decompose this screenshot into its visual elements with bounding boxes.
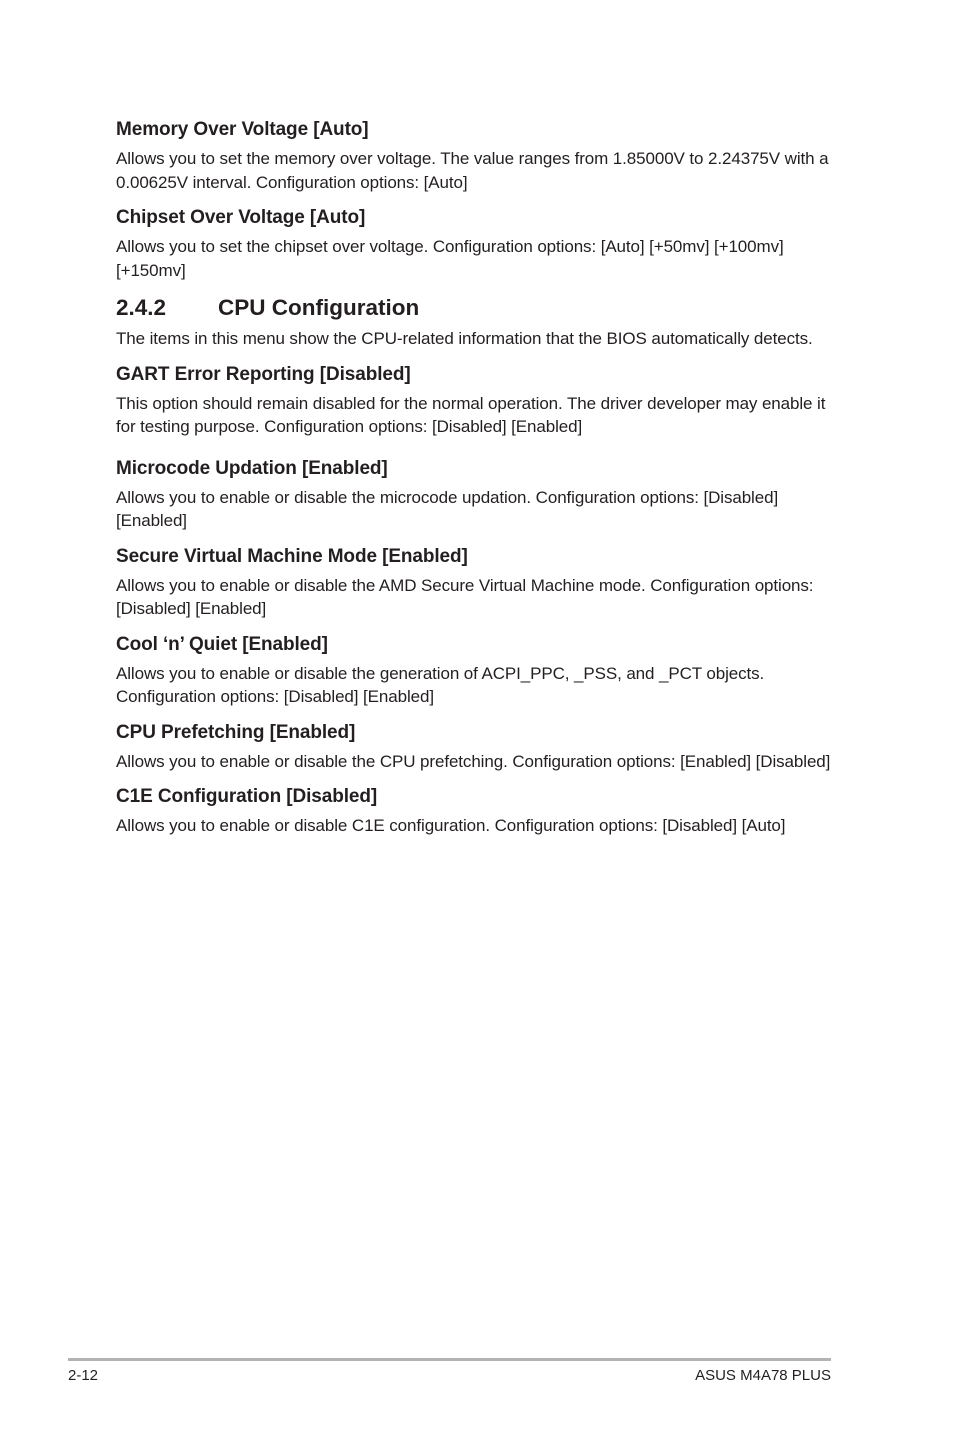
item-description: Allows you to set the chipset over voltage. Configuration options: [Auto] [+50mv] [+100mv] [+150mv] xyxy=(116,237,784,280)
page-number: 2-12 xyxy=(68,1367,99,1384)
item-description: Allows you to enable or disable the CPU prefetching. Configuration options: [Enabled] [Disabled] xyxy=(116,751,831,771)
item-description: Allows you to enable or disable the AMD Secure Virtual Machine mode. Configuration options: [Disabled] [Enabled] xyxy=(116,575,814,618)
item-title: Secure Virtual Machine Mode [Enabled] xyxy=(116,545,468,567)
item-microcode-updation xyxy=(116,457,831,533)
item-c1e-configuration xyxy=(116,785,831,838)
section-title: CPU Configuration xyxy=(218,295,420,320)
item-title: GART Error Reporting [Disabled] xyxy=(116,363,411,385)
item-description: This option should remain disabled for the normal operation. The driver developer may enable it for testing purpose. Configuration options: [Disabled] [Enabled] xyxy=(116,393,826,436)
item-title: C1E Configuration [Disabled] xyxy=(116,786,378,807)
item-secure-virtual-machine-mode xyxy=(116,545,831,621)
item-chipset-over-voltage xyxy=(116,206,831,282)
item-description: Allows you to enable or disable C1E configuration. Configuration options: [Disabled] [Auto] xyxy=(116,816,786,835)
item-title: Cool ‘n’ Quiet [Enabled] xyxy=(116,633,328,655)
item-title: CPU Prefetching [Enabled] xyxy=(116,721,356,743)
manual-content xyxy=(116,118,831,850)
item-gart-error-reporting xyxy=(116,363,831,439)
item-title: Chipset Over Voltage [Auto] xyxy=(116,207,366,228)
item-description: Allows you to enable or disable the generation of ACPI_PPC, _PSS, and _PCT objects. Configuration options: [Disabled] [Enabled] xyxy=(116,663,765,706)
footer-divider xyxy=(68,1358,831,1361)
item-title: Microcode Updation [Enabled] xyxy=(116,457,388,479)
product-name: ASUS M4A78 PLUS xyxy=(695,1367,831,1384)
item-description: Allows you to set the memory over voltage. The value ranges from 1.85000V to 2.24375V with a 0.00625V interval. Configuration options: [Auto] xyxy=(116,149,829,192)
item-cpu-prefetching xyxy=(116,721,831,774)
section-heading xyxy=(116,294,831,322)
section-intro: The items in this menu show the CPU-related information that the BIOS automatically detects. xyxy=(116,329,813,348)
item-cool-n-quiet xyxy=(116,633,831,709)
section-number: 2.4.2 xyxy=(116,295,167,320)
item-memory-over-voltage xyxy=(116,118,831,194)
item-description: Allows you to enable or disable the microcode updation. Configuration options: [Disabled] [Enabled] xyxy=(116,487,779,530)
item-title: Memory Over Voltage [Auto] xyxy=(116,119,369,140)
